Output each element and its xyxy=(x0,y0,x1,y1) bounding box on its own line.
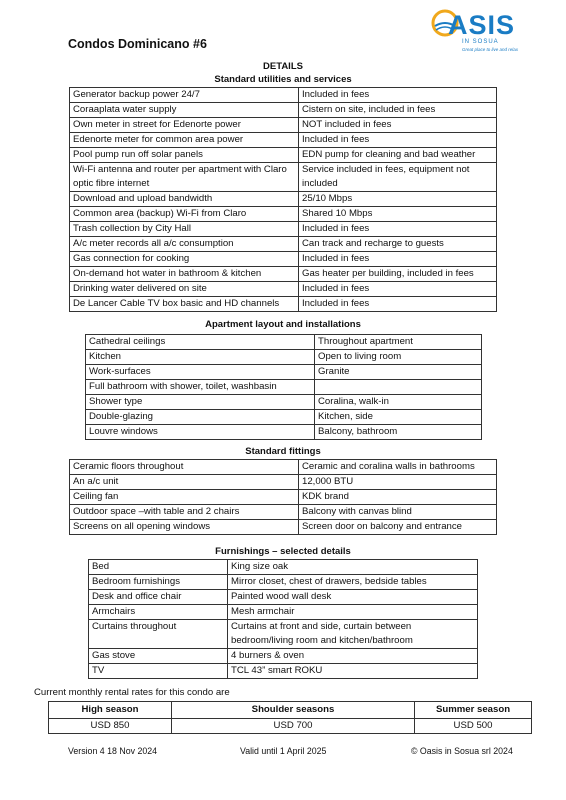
row-value: Painted wood wall desk xyxy=(228,590,478,605)
table-row xyxy=(70,88,497,103)
row-value: Mirror closet, chest of drawers, bedside tables xyxy=(228,575,478,590)
table-row xyxy=(70,475,497,490)
company-logo xyxy=(426,8,520,52)
table-row xyxy=(86,335,482,350)
table-row xyxy=(86,380,482,395)
page-title: Condos Dominicano #6 xyxy=(68,37,207,51)
row-value: Balcony, bathroom xyxy=(315,425,482,440)
row-label: Own meter in street for Edenorte power xyxy=(70,118,299,133)
row-label: Bedroom furnishings xyxy=(89,575,228,590)
table-row xyxy=(70,118,497,133)
row-value: Mesh armchair xyxy=(228,605,478,620)
row-value: Curtains at front and side, curtain between bedroom/living room and kitchen/bathroom xyxy=(228,620,478,649)
row-value: TCL 43” smart ROKU xyxy=(228,664,478,679)
table-row xyxy=(89,590,478,605)
table-row xyxy=(89,605,478,620)
table-row xyxy=(70,460,497,475)
row-label: TV xyxy=(89,664,228,679)
logo-subtitle: IN SOSUA xyxy=(462,39,499,45)
table-row xyxy=(70,252,497,267)
row-label: Full bathroom with shower, toilet, washbasin xyxy=(86,380,315,395)
row-label: Kitchen xyxy=(86,350,315,365)
row-value: Can track and recharge to guests xyxy=(299,237,497,252)
row-value: King size oak xyxy=(228,560,478,575)
footer-valid: Valid until 1 April 2025 xyxy=(240,746,327,756)
rental-value: USD 850 xyxy=(49,719,172,734)
table-row xyxy=(86,350,482,365)
table-row xyxy=(70,192,497,207)
row-value: Ceramic and coralina walls in bathrooms xyxy=(299,460,497,475)
rental-intro: Current monthly rental rates for this condo are xyxy=(34,687,230,698)
row-label: Generator backup power 24/7 xyxy=(70,88,299,103)
furnishings-heading: Furnishings – selected details xyxy=(215,546,351,557)
details-heading: DETAILS xyxy=(263,61,303,72)
layout-table xyxy=(85,334,482,440)
row-value: Coralina, walk-in xyxy=(315,395,482,410)
row-label: Gas stove xyxy=(89,649,228,664)
table-row xyxy=(70,237,497,252)
table-row xyxy=(89,664,478,679)
rental-value: USD 700 xyxy=(172,719,415,734)
row-value: Included in fees xyxy=(299,297,497,312)
rental-header: Shoulder seasons xyxy=(172,702,415,719)
row-label: Double-glazing xyxy=(86,410,315,425)
layout-heading: Apartment layout and installations xyxy=(205,319,361,330)
row-label: An a/c unit xyxy=(70,475,299,490)
row-value: Included in fees xyxy=(299,133,497,148)
footer-version: Version 4 18 Nov 2024 xyxy=(68,746,158,756)
row-label: Shower type xyxy=(86,395,315,410)
logo-word: ASIS xyxy=(448,10,516,40)
fittings-table xyxy=(69,459,497,535)
row-label: A/c meter records all a/c consumption xyxy=(70,237,299,252)
table-row xyxy=(70,490,497,505)
table-row xyxy=(89,649,478,664)
row-value: Screen door on balcony and entrance xyxy=(299,520,497,535)
row-value: NOT included in fees xyxy=(299,118,497,133)
row-value: 4 burners & oven xyxy=(228,649,478,664)
table-row xyxy=(89,575,478,590)
table-row xyxy=(70,133,497,148)
row-label: Work-surfaces xyxy=(86,365,315,380)
row-label: Trash collection by City Hall xyxy=(70,222,299,237)
table-row xyxy=(70,222,497,237)
row-label: Ceiling fan xyxy=(70,490,299,505)
footer-copyright: © Oasis in Sosua srl 2024 xyxy=(411,746,513,756)
row-label: Gas connection for cooking xyxy=(70,252,299,267)
row-label: Cathedral ceilings xyxy=(86,335,315,350)
row-label: Common area (backup) Wi-Fi from Claro xyxy=(70,207,299,222)
row-value: 12,000 BTU xyxy=(299,475,497,490)
row-value: Service included in fees, equipment not included xyxy=(299,163,497,192)
row-label: Edenorte meter for common area power xyxy=(70,133,299,148)
table-row xyxy=(70,207,497,222)
row-label: Drinking water delivered on site xyxy=(70,282,299,297)
fittings-heading: Standard fittings xyxy=(245,446,321,457)
row-label: Armchairs xyxy=(89,605,228,620)
row-value: Kitchen, side xyxy=(315,410,482,425)
row-value: Included in fees xyxy=(299,282,497,297)
row-label: Louvre windows xyxy=(86,425,315,440)
rental-value: USD 500 xyxy=(415,719,532,734)
row-value: Throughout apartment xyxy=(315,335,482,350)
rental-table xyxy=(48,701,532,734)
row-value: Included in fees xyxy=(299,222,497,237)
row-value: Granite xyxy=(315,365,482,380)
table-row xyxy=(86,410,482,425)
row-value: 25/10 Mbps xyxy=(299,192,497,207)
table-row xyxy=(70,103,497,118)
row-value: Gas heater per building, included in fees xyxy=(299,267,497,282)
row-value: KDK brand xyxy=(299,490,497,505)
row-value: EDN pump for cleaning and bad weather xyxy=(299,148,497,163)
row-value: Included in fees xyxy=(299,252,497,267)
table-row xyxy=(86,365,482,380)
row-label: Coraaplata water supply xyxy=(70,103,299,118)
row-label: Screens on all opening windows xyxy=(70,520,299,535)
row-value: Shared 10 Mbps xyxy=(299,207,497,222)
rental-header: High season xyxy=(49,702,172,719)
utilities-heading: Standard utilities and services xyxy=(214,74,352,85)
row-value: Balcony with canvas blind xyxy=(299,505,497,520)
row-value xyxy=(315,380,482,395)
row-label: Download and upload bandwidth xyxy=(70,192,299,207)
table-row xyxy=(70,297,497,312)
utilities-table xyxy=(69,87,497,312)
row-label: De Lancer Cable TV box basic and HD channels xyxy=(70,297,299,312)
table-row xyxy=(86,425,482,440)
row-value: Cistern on site, included in fees xyxy=(299,103,497,118)
table-row xyxy=(70,520,497,535)
table-row xyxy=(70,282,497,297)
row-value: Open to living room xyxy=(315,350,482,365)
table-row xyxy=(89,560,478,575)
row-label: Outdoor space –with table and 2 chairs xyxy=(70,505,299,520)
row-label: Bed xyxy=(89,560,228,575)
logo-tagline: Great place to live and relax xyxy=(462,47,519,52)
row-label: Wi-Fi antenna and router per apartment with Claro optic fibre internet xyxy=(70,163,299,192)
table-row xyxy=(86,395,482,410)
row-label: Pool pump run off solar panels xyxy=(70,148,299,163)
row-label: Curtains throughout xyxy=(89,620,228,649)
furnishings-table xyxy=(88,559,478,679)
table-row xyxy=(70,148,497,163)
rental-header: Summer season xyxy=(415,702,532,719)
row-label: On-demand hot water in bathroom & kitchen xyxy=(70,267,299,282)
table-row xyxy=(70,267,497,282)
table-row xyxy=(89,620,478,649)
row-label: Ceramic floors throughout xyxy=(70,460,299,475)
row-value: Included in fees xyxy=(299,88,497,103)
table-row xyxy=(70,505,497,520)
row-label: Desk and office chair xyxy=(89,590,228,605)
table-row xyxy=(70,163,497,192)
